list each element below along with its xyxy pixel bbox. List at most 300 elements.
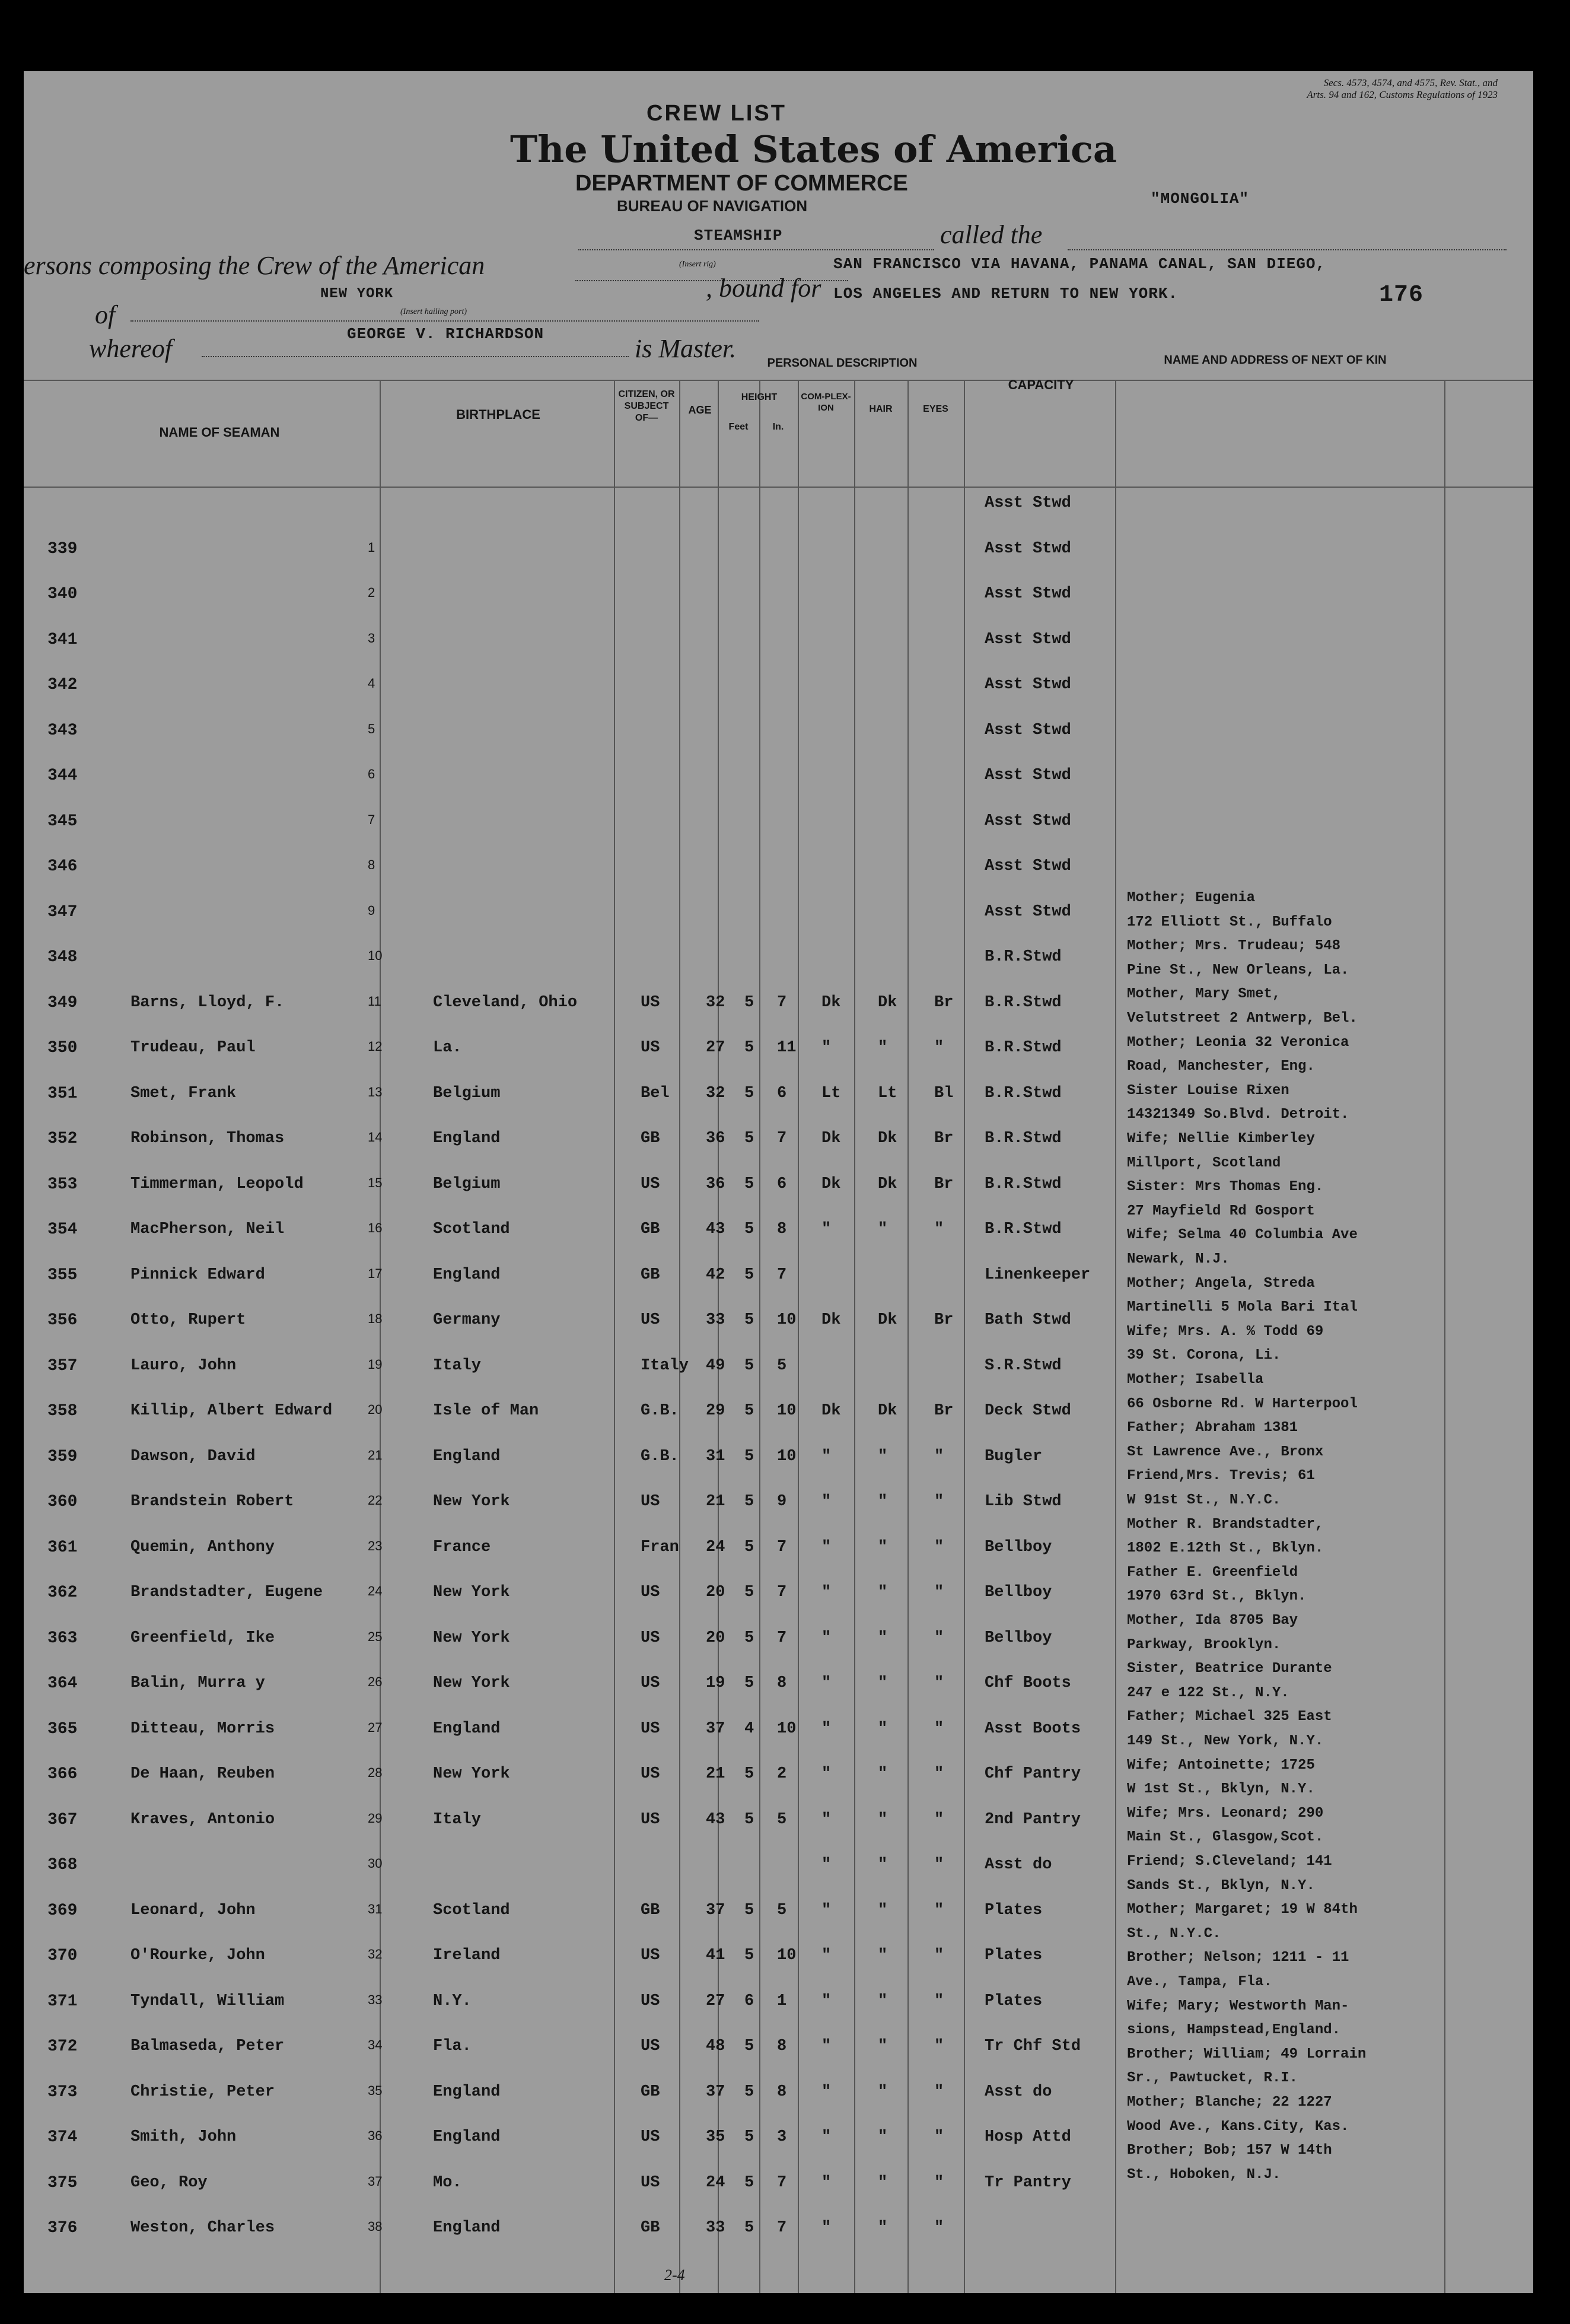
birthplace-cell: Scotland [433, 1220, 510, 1238]
line-number-cell: 2 [368, 585, 375, 600]
capacity-cell: Asst Stwd [985, 676, 1071, 694]
next-of-kin-line: 14321349 So.Blvd. Detroit. [1127, 1107, 1349, 1123]
age-cell: 43 [706, 1810, 725, 1829]
seaman-name-cell: Quemin, Anthony [130, 1538, 275, 1556]
seaman-name-cell: Smith, John [130, 2128, 237, 2146]
serial-number-cell: 342 [47, 676, 78, 694]
seaman-name-cell: Otto, Rupert [130, 1311, 246, 1329]
table-row [24, 1579, 1533, 1624]
line-number-cell: 25 [368, 1629, 383, 1644]
hair-cell: Dk [878, 1402, 897, 1420]
next-of-kin-line: 66 Osborne Rd. W Harterpool [1127, 1395, 1358, 1412]
complexion-cell: Dk [821, 1311, 841, 1329]
height-feet-cell: 5 [744, 1674, 754, 1692]
capacity-cell: Plates [985, 1901, 1043, 1919]
birthplace-cell: France [433, 1538, 491, 1556]
hair-cell: " [878, 1992, 888, 2010]
statute-note [1249, 77, 1498, 101]
next-of-kin-line: 172 Elliott St., Buffalo [1127, 914, 1332, 930]
birthplace-cell: Fla. [433, 2037, 472, 2055]
capacity-cell: Asst Stwd [985, 767, 1071, 784]
capacity-cell: Bellboy [985, 1629, 1052, 1647]
serial-number-cell: 372 [47, 2037, 78, 2056]
complexion-cell: Dk [821, 993, 841, 1012]
citizenship-cell: US [641, 1175, 660, 1193]
seaman-name-cell: Leonard, John [130, 1901, 256, 1919]
line-number-cell: 38 [368, 2219, 383, 2234]
line-number-cell: 9 [368, 902, 375, 918]
birthplace-cell: Cleveland, Ohio [433, 993, 578, 1012]
capacity-cell: Lib Stwd [985, 1493, 1062, 1511]
birthplace-cell: Isle of Man [433, 1402, 539, 1420]
citizenship-cell: GB [641, 1266, 660, 1284]
next-of-kin-line: Friend; S.Cleveland; 141 [1127, 1854, 1332, 1870]
citizenship-cell: US [641, 1765, 660, 1783]
bureau-heading: BUREAU OF NAVIGATION [617, 197, 808, 215]
line-number-cell: 33 [368, 1992, 383, 2007]
next-of-kin-line: Wife; Nellie Kimberley [1127, 1131, 1315, 1147]
next-of-kin-line: Brother; William; 49 Lorrain [1127, 2046, 1367, 2062]
next-of-kin-line: Mother; Isabella [1127, 1372, 1264, 1388]
insert-port-note: (Insert hailing port) [400, 307, 467, 316]
next-of-kin-line: 149 St., New York, N.Y. [1127, 1733, 1324, 1749]
serial-number-cell: 370 [47, 1947, 78, 1965]
height-inches-cell: 5 [777, 1901, 787, 1919]
birthplace-cell: Scotland [433, 1901, 510, 1919]
complexion-cell: " [821, 1765, 832, 1783]
height-inches-cell: 8 [777, 2037, 787, 2055]
complexion-cell: " [821, 2083, 832, 2101]
next-of-kin-line: Velutstreet 2 Antwerp, Bel. [1127, 1010, 1358, 1026]
eyes-cell: " [934, 2037, 944, 2055]
eyes-cell: Br [934, 1130, 954, 1147]
table-header-border [24, 487, 1533, 488]
age-cell: 41 [706, 1947, 725, 1964]
line-number-cell: 35 [368, 2083, 383, 2098]
seaman-name-cell: Killip, Albert Edward [130, 1402, 333, 1420]
age-cell: 33 [706, 1311, 725, 1329]
age-cell: 49 [706, 1356, 725, 1375]
table-row [24, 807, 1533, 853]
line-number-cell: 23 [368, 1538, 383, 1553]
height-feet-cell: 5 [744, 1266, 754, 1284]
hair-cell: " [878, 1220, 888, 1238]
complexion-cell: " [821, 2219, 832, 2237]
capacity-cell: Asst do [985, 1856, 1052, 1874]
serial-number-cell: 345 [47, 812, 78, 831]
next-of-kin-line: Brother; Bob; 157 W 14th [1127, 2142, 1332, 2159]
age-cell: 36 [706, 1175, 725, 1193]
col-header-eyes: EYES [923, 404, 948, 414]
capacity-cell: Linenkeeper [985, 1266, 1091, 1284]
next-of-kin-line: Main St., Glasgow,Scot. [1127, 1829, 1324, 1846]
height-feet-cell: 5 [744, 2128, 754, 2146]
citizenship-cell: US [641, 1493, 660, 1511]
birthplace-cell: Mo. [433, 2173, 462, 2192]
line-number-cell: 8 [368, 857, 375, 872]
birthplace-cell: England [433, 1130, 501, 1147]
hair-cell: " [878, 1719, 888, 1738]
line-number-cell: 1 [368, 539, 375, 555]
hair-cell: " [878, 1947, 888, 1964]
height-feet-cell: 5 [744, 993, 754, 1012]
bound-for-label: , bound for [706, 274, 821, 303]
height-inches-cell: 7 [777, 1130, 787, 1147]
seaman-name-cell: Brandstein Robert [130, 1493, 294, 1511]
hair-cell: " [878, 2219, 888, 2237]
age-cell: 36 [706, 1130, 725, 1147]
table-row [24, 1352, 1533, 1397]
next-of-kin-line: Sr., Pawtucket, R.I. [1127, 2070, 1298, 2087]
height-inches-cell: 1 [777, 1992, 787, 2010]
line-number-cell: 12 [368, 1039, 383, 1054]
serial-number-cell: 357 [47, 1356, 78, 1375]
eyes-cell: " [934, 1538, 944, 1556]
hair-cell: " [878, 2173, 888, 2192]
capacity-cell: S.R.Stwd [985, 1356, 1062, 1375]
next-of-kin-line: Father E. Greenfield [1127, 1564, 1298, 1581]
next-of-kin-line: sions, Hampstead,England. [1127, 2022, 1341, 2039]
serial-number-cell: 373 [47, 2083, 78, 2102]
serial-number-cell: 339 [47, 539, 78, 558]
eyes-cell: " [934, 1447, 944, 1465]
next-of-kin-line: Millport, Scotland [1127, 1155, 1281, 1171]
complexion-cell: " [821, 1039, 832, 1057]
seaman-name-cell: Weston, Charles [130, 2219, 275, 2237]
seaman-name-cell: De Haan, Reuben [130, 1765, 275, 1783]
capacity-cell: Bugler [985, 1447, 1043, 1465]
capacity-cell: B.R.Stwd [985, 948, 1062, 966]
age-cell: 32 [706, 993, 725, 1012]
next-of-kin-line: Mother; Mrs. Trudeau; 548 [1127, 938, 1341, 955]
complexion-cell: " [821, 1992, 832, 2010]
eyes-cell: " [934, 1674, 944, 1692]
birthplace-cell: England [433, 1266, 501, 1284]
height-inches-cell: 10 [777, 1402, 797, 1420]
birthplace-cell: Ireland [433, 1947, 501, 1964]
height-inches-cell: 9 [777, 1493, 787, 1511]
capacity-cell: Asst Stwd [985, 539, 1071, 558]
serial-number-cell: 367 [47, 1810, 78, 1829]
line-number-cell: 20 [368, 1402, 383, 1417]
hair-cell: Dk [878, 1311, 897, 1329]
height-feet-cell: 5 [744, 1220, 754, 1238]
line-number-cell: 6 [368, 767, 375, 781]
col-header-kin: NAME AND ADDRESS OF NEXT OF KIN [1164, 354, 1387, 367]
serial-number-cell: 355 [47, 1266, 78, 1285]
seaman-name-cell: O'Rourke, John [130, 1947, 265, 1964]
is-master-label: is Master. [635, 334, 737, 363]
height-feet-cell: 5 [744, 2083, 754, 2101]
of-label: of [95, 300, 116, 329]
birthplace-cell: England [433, 1719, 501, 1738]
age-cell: 24 [706, 2173, 725, 2192]
complexion-cell: " [821, 1584, 832, 1601]
citizenship-cell: GB [641, 1130, 660, 1147]
complexion-cell: " [821, 2173, 832, 2192]
insert-rig-note: (Insert rig) [679, 260, 716, 269]
serial-number-cell: 356 [47, 1311, 78, 1330]
table-row [24, 580, 1533, 625]
birthplace-cell: Italy [433, 1810, 482, 1829]
complexion-cell: Dk [821, 1130, 841, 1147]
col-header-personal: PERSONAL DESCRIPTION [767, 357, 918, 370]
birthplace-cell: New York [433, 1629, 510, 1647]
seaman-name-cell: Barns, Lloyd, F. [130, 993, 285, 1012]
next-of-kin-line: Wife; Mrs. A. % Todd 69 [1127, 1323, 1324, 1340]
crew-prose: ersons composing the Crew of the American [24, 251, 485, 280]
serial-number-cell: 365 [47, 1719, 78, 1738]
table-row [24, 853, 1533, 898]
age-cell: 24 [706, 1538, 725, 1556]
next-of-kin-line: Wife; Antoinette; 1725 [1127, 1757, 1315, 1773]
seaman-name-cell: Balin, Murra y [130, 1674, 265, 1692]
vessel-name: "MONGOLIA" [1151, 190, 1250, 208]
eyes-cell: Br [934, 1311, 954, 1329]
master-rule [202, 356, 629, 357]
line-number-cell: 4 [368, 676, 375, 691]
serial-number-cell: 344 [47, 767, 78, 785]
eyes-cell: " [934, 2128, 944, 2146]
line-number-cell: 13 [368, 1084, 383, 1099]
birthplace-cell: New York [433, 1493, 510, 1511]
table-row [24, 762, 1533, 807]
height-inches-cell: 6 [777, 1084, 787, 1102]
complexion-cell: " [821, 1719, 832, 1738]
capacity-cell: Bellboy [985, 1584, 1052, 1601]
height-inches-cell: 5 [777, 1356, 787, 1375]
citizenship-cell: G.B. [641, 1402, 679, 1420]
citizenship-cell: US [641, 1311, 660, 1329]
line-number-cell: 26 [368, 1674, 383, 1689]
citizenship-cell: GB [641, 2219, 660, 2237]
capacity-cell: Asst Stwd [985, 812, 1071, 830]
age-cell: 37 [706, 1719, 725, 1738]
capacity-cell: Tr Chf Std [985, 2037, 1081, 2055]
serial-number-cell: 343 [47, 721, 78, 740]
height-feet-cell: 5 [744, 1947, 754, 1964]
seaman-name-cell: MacPherson, Neil [130, 1220, 285, 1238]
line-number-cell: 22 [368, 1493, 383, 1508]
next-of-kin-line: W 1st St., Bklyn, N.Y. [1127, 1781, 1315, 1798]
eyes-cell: " [934, 2219, 944, 2237]
next-of-kin-line: St., Hoboken, N.J. [1127, 2166, 1281, 2183]
serial-number-cell: 352 [47, 1130, 78, 1148]
col-header-age: AGE [688, 404, 712, 416]
line-number-cell: 34 [368, 2037, 383, 2052]
home-port-rule [130, 320, 759, 322]
capacity-cell: Bellboy [985, 1538, 1052, 1556]
serial-number-cell: 374 [47, 2128, 78, 2147]
height-feet-cell: 5 [744, 1130, 754, 1147]
hair-cell: " [878, 1765, 888, 1783]
complexion-cell: " [821, 2037, 832, 2055]
capacity-cell: B.R.Stwd [985, 1175, 1062, 1193]
age-cell: 42 [706, 1266, 725, 1284]
next-of-kin-line: Newark, N.J. [1127, 1251, 1230, 1267]
height-inches-cell: 10 [777, 1947, 797, 1964]
height-inches-cell: 5 [777, 1810, 787, 1829]
next-of-kin-line: Wood Ave., Kans.City, Kas. [1127, 2118, 1349, 2135]
height-feet-cell: 5 [744, 1084, 754, 1102]
birthplace-cell: England [433, 1447, 501, 1465]
age-cell: 27 [706, 1039, 725, 1057]
eyes-cell: " [934, 1947, 944, 1964]
line-number-cell: 21 [368, 1447, 383, 1463]
citizenship-cell: US [641, 1674, 660, 1692]
next-of-kin-line: Parkway, Brooklyn. [1127, 1636, 1281, 1653]
capacity-cell: Tr Pantry [985, 2173, 1071, 2192]
line-number-cell: 30 [368, 1856, 383, 1871]
seaman-name-cell: Greenfield, Ike [130, 1629, 275, 1647]
citizenship-cell: US [641, 1629, 660, 1647]
vessel-type: STEAMSHIP [694, 227, 783, 244]
height-inches-cell: 11 [777, 1039, 797, 1057]
seaman-name-cell: Kraves, Antonio [130, 1810, 275, 1829]
eyes-cell: Bl [934, 1084, 954, 1102]
serial-number-cell: 361 [47, 1538, 78, 1557]
hair-cell: " [878, 1856, 888, 1874]
height-feet-cell: 4 [744, 1719, 754, 1738]
hair-cell: " [878, 1447, 888, 1465]
seaman-name-cell: Trudeau, Paul [130, 1039, 256, 1057]
eyes-cell: Br [934, 1175, 954, 1193]
line-number-cell: 7 [368, 812, 375, 827]
called-the-label: called the [940, 220, 1043, 249]
serial-number-cell: 341 [47, 630, 78, 649]
table-row [24, 671, 1533, 716]
birthplace-cell: England [433, 2083, 501, 2101]
hair-cell: " [878, 1039, 888, 1057]
serial-number-cell: 363 [47, 1629, 78, 1648]
serial-number-cell: 346 [47, 857, 78, 876]
line-number-cell: 3 [368, 630, 375, 646]
complexion-cell: " [821, 2128, 832, 2146]
seaman-name-cell: Christie, Peter [130, 2083, 275, 2101]
capacity-cell: Asst Stwd [985, 902, 1071, 921]
capacity-cell: Plates [985, 1947, 1043, 1964]
citizenship-cell: US [641, 993, 660, 1012]
seaman-name-cell: Lauro, John [130, 1356, 237, 1375]
next-of-kin-line: St., N.Y.C. [1127, 1925, 1221, 1942]
capacity-cell: B.R.Stwd [985, 1130, 1062, 1147]
birthplace-cell: New York [433, 1765, 510, 1783]
vessel-type-rule [578, 249, 934, 250]
height-inches-cell: 8 [777, 1674, 787, 1692]
complexion-cell: " [821, 1810, 832, 1829]
height-inches-cell: 10 [777, 1311, 797, 1329]
height-feet-cell: 5 [744, 1311, 754, 1329]
seaman-name-cell: Brandstadter, Eugene [130, 1584, 323, 1601]
serial-number-cell: 368 [47, 1856, 78, 1874]
next-of-kin-line: 39 St. Corona, Li. [1127, 1347, 1281, 1364]
line-number-cell: 28 [368, 1765, 383, 1780]
birthplace-cell: Belgium [433, 1084, 501, 1102]
next-of-kin-line: Mother, Ida 8705 Bay [1127, 1613, 1298, 1629]
capacity-cell: Asst Stwd [985, 857, 1071, 875]
hair-cell: " [878, 1901, 888, 1919]
capacity-cell: B.R.Stwd [985, 1084, 1062, 1102]
height-feet-cell: 5 [744, 2219, 754, 2237]
crew-list-sheet [24, 71, 1533, 2293]
eyes-cell: Br [934, 1402, 954, 1420]
home-port: NEW YORK [320, 286, 394, 302]
col-header-inches: In. [772, 422, 784, 432]
age-cell: 21 [706, 1493, 725, 1511]
serial-number-cell: 371 [47, 1992, 78, 2011]
country-heading: The United States of America [510, 128, 1117, 171]
height-feet-cell: 5 [744, 1175, 754, 1193]
complexion-cell: " [821, 1856, 832, 1874]
next-of-kin-line: Mother; Leonia 32 Veronica [1127, 1034, 1349, 1051]
capacity-cell: B.R.Stwd [985, 993, 1062, 1012]
serial-number-cell: 369 [47, 1901, 78, 1920]
height-inches-cell: 6 [777, 1175, 787, 1193]
capacity-cell: Asst Stwd [985, 630, 1071, 648]
complexion-cell: " [821, 1447, 832, 1465]
next-of-kin-line: Wife; Mary; Westworth Man- [1127, 1998, 1349, 2014]
serial-number-cell: 362 [47, 1584, 78, 1602]
seaman-name-cell: Geo, Roy [130, 2173, 208, 2192]
citizenship-cell: Italy [641, 1356, 689, 1375]
hair-cell: " [878, 2083, 888, 2101]
hair-cell: " [878, 2037, 888, 2055]
seaman-name-cell: Balmaseda, Peter [130, 2037, 285, 2055]
eyes-cell: " [934, 1992, 944, 2010]
col-header-hair: HAIR [869, 404, 893, 414]
citizenship-cell: US [641, 2128, 660, 2146]
citizenship-cell: US [641, 2037, 660, 2055]
serial-number-cell: 358 [47, 1402, 78, 1420]
page-stamp: 2-4 [664, 2266, 685, 2284]
capacity-cell: Chf Pantry [985, 1765, 1081, 1783]
complexion-cell: Dk [821, 1402, 841, 1420]
seaman-name-cell: Ditteau, Morris [130, 1719, 275, 1738]
age-cell: 20 [706, 1629, 725, 1647]
col-header-name: NAME OF SEAMAN [159, 425, 280, 440]
serial-number-cell: 360 [47, 1493, 78, 1511]
height-inches-cell: 7 [777, 993, 787, 1012]
serial-number-cell: 364 [47, 1674, 78, 1693]
eyes-cell: " [934, 2083, 944, 2101]
table-row [24, 626, 1533, 671]
height-inches-cell: 7 [777, 2219, 787, 2237]
table-row [24, 2166, 1533, 2214]
col-header-complexion: COM-PLEX-ION [801, 392, 851, 413]
whereof-label: whereof [89, 334, 173, 363]
seaman-name-cell: Smet, Frank [130, 1084, 237, 1102]
hair-cell: Dk [878, 1130, 897, 1147]
next-of-kin-line: 27 Mayfield Rd Gosport [1127, 1203, 1315, 1219]
citizenship-cell: GB [641, 1220, 660, 1238]
height-feet-cell: 5 [744, 1402, 754, 1420]
next-of-kin-line: Father; Michael 325 East [1127, 1709, 1332, 1725]
height-feet-cell: 5 [744, 1901, 754, 1919]
next-of-kin-line: 1802 E.12th St., Bklyn. [1127, 1540, 1324, 1557]
line-number-cell: 5 [368, 721, 375, 736]
height-feet-cell: 5 [744, 1493, 754, 1511]
page-number: 176 [1379, 282, 1424, 309]
next-of-kin-line: Mother; Margaret; 19 W 84th [1127, 1902, 1358, 1918]
eyes-cell: " [934, 2173, 944, 2192]
complexion-cell: " [821, 1538, 832, 1556]
next-of-kin-line: Mother; Angela, Streda [1127, 1275, 1315, 1292]
capacity-cell: 2nd Pantry [985, 1810, 1081, 1829]
serial-number-cell: 340 [47, 585, 78, 603]
next-of-kin-line: Brother; Nelson; 1211 - 11 [1127, 1950, 1349, 1966]
line-number-cell: 14 [368, 1130, 383, 1144]
age-cell: 20 [706, 1584, 725, 1601]
